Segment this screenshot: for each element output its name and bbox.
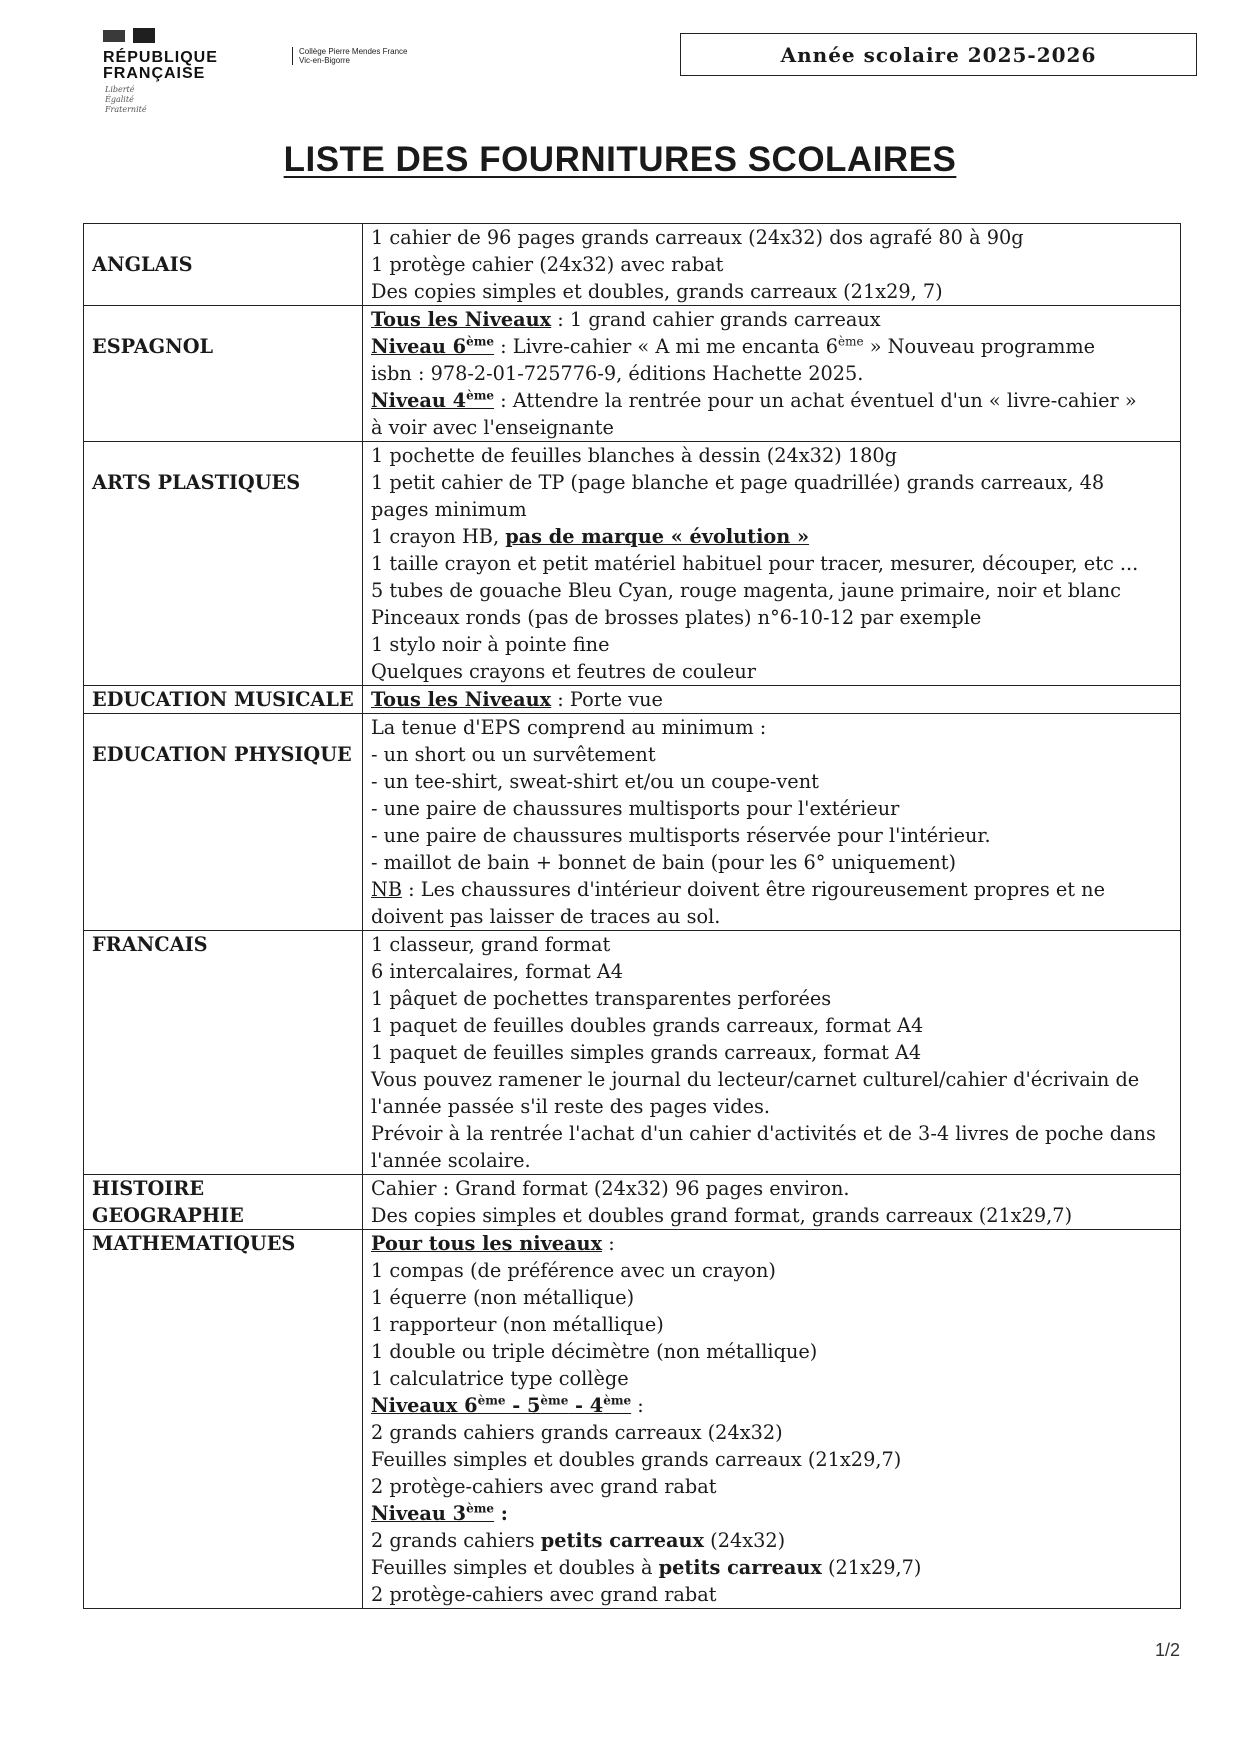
list-item: 1 paquet de feuilles doubles grands carreaux, format A4: [371, 1014, 924, 1037]
republique-francaise-logo: [103, 28, 263, 115]
marianne-icon: [103, 28, 163, 44]
supplies-arts-plastiques: [363, 442, 1181, 686]
list-item: 2 grands cahiers petits carreaux (24x32): [371, 1529, 786, 1552]
list-item: 1 pochette de feuilles blanches à dessin (24x32) 180g: [371, 444, 898, 467]
table-row: [84, 442, 1181, 686]
table-row: [84, 686, 1181, 714]
list-item: l'année passée s'il reste des pages vides.: [371, 1095, 771, 1118]
list-item: 1 paquet de feuilles simples grands carreaux, format A4: [371, 1041, 922, 1064]
list-item: isbn : 978-2-01-725776-9, éditions Hachette 2025.: [371, 362, 864, 385]
list-item: à voir avec l'enseignante: [371, 416, 614, 439]
list-item: NB : Les chaussures d'intérieur doivent être rigoureusement propres et ne: [371, 878, 1105, 901]
list-item: 6 intercalaires, format A4: [371, 960, 624, 983]
list-item: 1 crayon HB, pas de marque « évolution »: [371, 525, 810, 548]
list-item: Feuilles simples et doubles à petits carreaux (21x29,7): [371, 1556, 922, 1579]
college-name: Collège Pierre Mendes France Vic-en-Bigorre: [292, 47, 408, 65]
table-row: [84, 224, 1181, 306]
page-title: LISTE DES FOURNITURES SCOLAIRES: [283, 140, 957, 179]
page-number: 1/2: [1155, 1640, 1181, 1660]
list-item: Pour tous les niveaux :: [371, 1232, 615, 1255]
list-item: Cahier : Grand format (24x32) 96 pages environ.: [371, 1177, 850, 1200]
table-row: [84, 306, 1181, 442]
list-item: - un short ou un survêtement: [371, 743, 656, 766]
list-item: Quelques crayons et feutres de couleur: [371, 660, 757, 683]
list-item: 1 pâquet de pochettes transparentes perforées: [371, 987, 832, 1010]
list-item: Prévoir à la rentrée l'achat d'un cahier d'activités et de 3-4 livres de poche dans: [371, 1122, 1156, 1145]
list-item: - une paire de chaussures multisports réservée pour l'intérieur.: [371, 824, 991, 847]
subject-histoire-geographie: HISTOIRE GEOGRAPHIE: [84, 1175, 363, 1230]
subject-arts-plastiques: ARTS PLASTIQUES: [84, 442, 363, 686]
list-item: 1 rapporteur (non métallique): [371, 1313, 664, 1336]
list-item: Niveau 4ème : Attendre la rentrée pour un achat éventuel d'un « livre-cahier »: [371, 388, 1137, 412]
list-item: doivent pas laisser de traces au sol.: [371, 905, 721, 928]
list-item: 1 double ou triple décimètre (non métallique): [371, 1340, 818, 1363]
subject-education-physique: EDUCATION PHYSIQUE: [84, 714, 363, 931]
list-item: Niveaux 6ème - 5ème - 4ème :: [371, 1393, 644, 1417]
subject-mathematiques: MATHEMATIQUES: [84, 1230, 363, 1609]
list-item: - un tee-shirt, sweat-shirt et/ou un coupe-vent: [371, 770, 819, 793]
subject-espagnol: ESPAGNOL: [84, 306, 363, 442]
supplies-mathematiques: [363, 1230, 1181, 1609]
list-item: Tous les Niveaux : Porte vue: [371, 688, 663, 711]
list-item: 1 taille crayon et petit matériel habituel pour tracer, mesurer, découper, etc ...: [371, 552, 1139, 575]
list-item: - une paire de chaussures multisports pour l'extérieur: [371, 797, 900, 820]
motto: Liberté Égalité Fraternité: [105, 85, 147, 114]
table-row: [84, 1175, 1181, 1230]
list-item: Des copies simples et doubles grand format, grands carreaux (21x29,7): [371, 1204, 1073, 1227]
list-item: 1 petit cahier de TP (page blanche et page quadrillée) grands carreaux, 48: [371, 471, 1105, 494]
list-item: Feuilles simples et doubles grands carreaux (21x29,7): [371, 1448, 902, 1471]
list-item: 1 compas (de préférence avec un crayon): [371, 1259, 776, 1282]
list-item: Tous les Niveaux : 1 grand cahier grands carreaux: [371, 308, 881, 331]
list-item: Pinceaux ronds (pas de brosses plates) n°6-10-12 par exemple: [371, 606, 982, 629]
list-item: 1 cahier de 96 pages grands carreaux (24x32) dos agrafé 80 à 90g: [371, 226, 1024, 249]
supplies-table: [83, 223, 1181, 1609]
list-item: - maillot de bain + bonnet de bain (pour les 6° uniquement): [371, 851, 957, 874]
list-item: Niveau 3ème :: [371, 1501, 508, 1525]
list-item: 2 protège-cahiers avec grand rabat: [371, 1583, 717, 1606]
list-item: 1 équerre (non métallique): [371, 1286, 635, 1309]
list-item: Des copies simples et doubles, grands carreaux (21x29, 7): [371, 280, 943, 303]
republique-title: RÉPUBLIQUE FRANÇAISE: [103, 49, 218, 82]
table-row: [84, 931, 1181, 1175]
list-item: 2 grands cahiers grands carreaux (24x32): [371, 1421, 783, 1444]
supplies-espagnol: [363, 306, 1181, 442]
subject-education-musicale: EDUCATION MUSICALE: [84, 686, 363, 714]
list-item: l'année scolaire.: [371, 1149, 531, 1172]
list-item: La tenue d'EPS comprend au minimum :: [371, 716, 767, 739]
supplies-education-physique: [363, 714, 1181, 931]
subject-anglais: ANGLAIS: [84, 224, 363, 306]
list-item: 1 calculatrice type collège: [371, 1367, 629, 1390]
list-item: 1 stylo noir à pointe fine: [371, 633, 610, 656]
supplies-education-musicale: [363, 686, 1181, 714]
list-item: 2 protège-cahiers avec grand rabat: [371, 1475, 717, 1498]
list-item: 1 protège cahier (24x32) avec rabat: [371, 253, 724, 276]
list-item: 1 classeur, grand format: [371, 933, 611, 956]
supplies-anglais: [363, 224, 1181, 306]
school-year-box: Année scolaire 2025-2026: [680, 33, 1197, 76]
table-row: [84, 714, 1181, 931]
list-item: 5 tubes de gouache Bleu Cyan, rouge magenta, jaune primaire, noir et blanc: [371, 579, 1121, 602]
supplies-histoire-geographie: [363, 1175, 1181, 1230]
list-item: Vous pouvez ramener le journal du lecteur/carnet culturel/cahier d'écrivain de: [371, 1068, 1140, 1091]
list-item: Niveau 6ème : Livre-cahier « A mi me encanta 6ème » Nouveau programme: [371, 334, 1096, 358]
supplies-francais: [363, 931, 1181, 1175]
list-item: pages minimum: [371, 498, 527, 521]
table-row: [84, 1230, 1181, 1609]
subject-francais: FRANCAIS: [84, 931, 363, 1175]
